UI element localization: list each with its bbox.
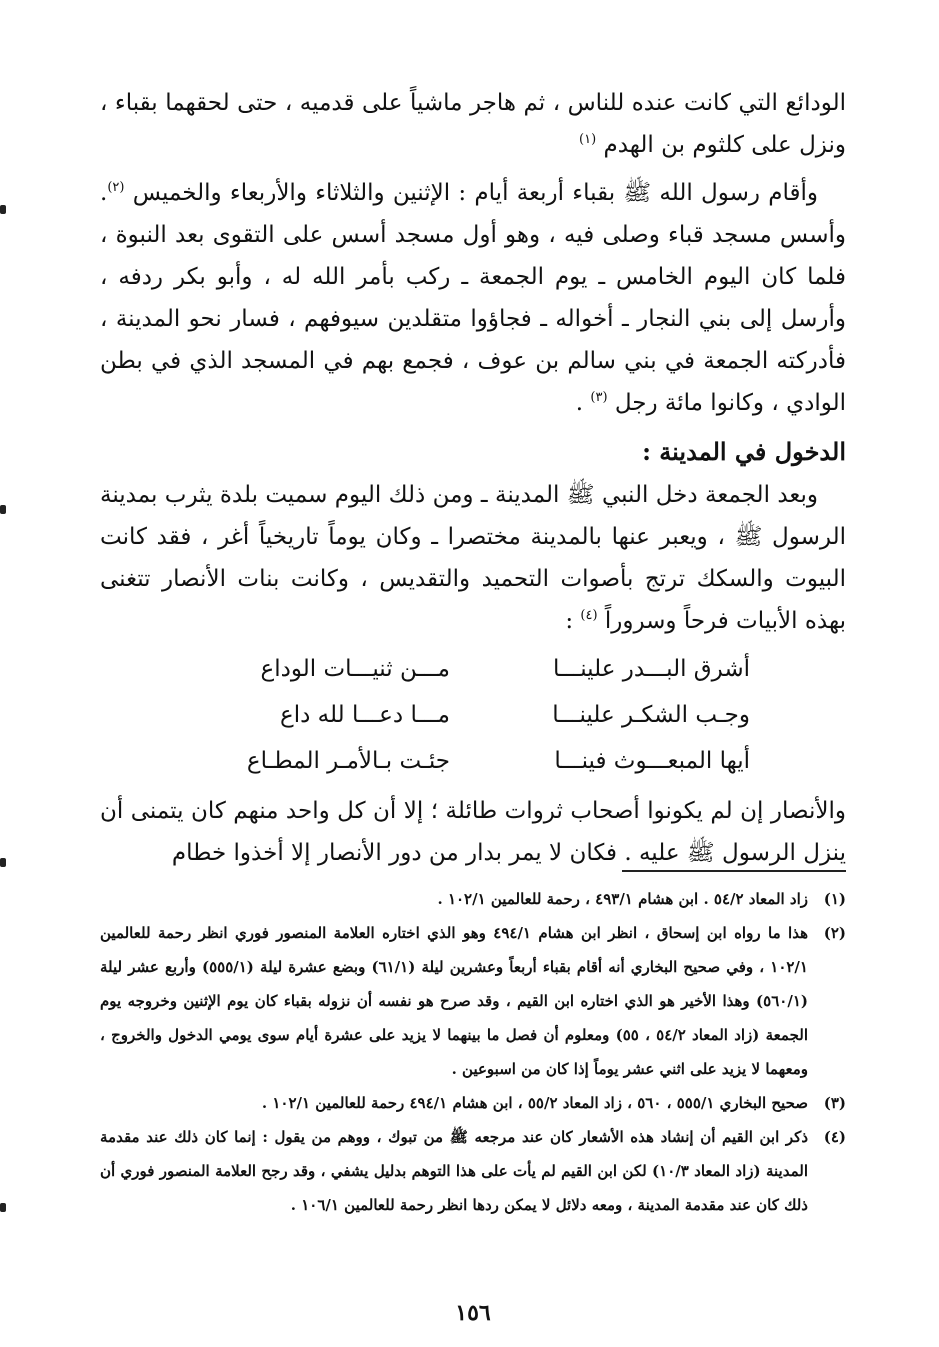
paragraph-4: والأنصار إن لم يكونوا أصحاب ثروات طائلة ؛ إلا أن كل واحد منهم كان يتمنى أن ينزل الرسول ﷺ عليه . فكان لا يمر بدار من دور الأنصار إلا أخذوا خطام (100, 798, 846, 866)
poem (100, 646, 846, 784)
footnote-ref-3[interactable]: (٣) (590, 390, 608, 405)
footnote-number: (١) (823, 890, 846, 908)
footnotes (100, 882, 846, 1222)
poem-verse (100, 692, 846, 738)
margin-mark (0, 858, 6, 867)
margin-mark (0, 505, 6, 514)
verse-second-hemistich: مـــا دعـــا لله داع (280, 702, 450, 728)
verse-first-hemistich: أيها المبعـــوث فينـــا (554, 748, 750, 774)
verse-first-hemistich: أشرق البـــدر علينـــا (553, 656, 750, 682)
footnote (100, 1086, 846, 1120)
footnote-number: (٤) (823, 1128, 846, 1146)
footnote-ref-1[interactable]: (١) (579, 132, 597, 147)
paragraph-3: وبعد الجمعة دخل النبي ﷺ المدينة ـ ومن ذلك اليوم سميت بلدة يثرب بمدينة الرسول ﷺ ، ويعبر عنها بالمدينة مختصرا ـ وكان يوماً تاريخياً أغر ، فقد كانت البيوت والسكك ترتج بأصوات التحميد والتقديس ، وكانت بنات الأنصار تتغنى بهذه الأبيات فرحاً وسروراً $^{(٤)}$ : (100, 482, 846, 634)
footnote-text: هذا ما رواه ابن إسحاق ، انظر ابن هشام ٤٩٤/١ وهو الذي اختاره العلامة المنصور فوري انظر رحمة للعالمين ١٠٢/١ ، وفي صحيح البخاري أنه أقام بقباء أربعاً وعشرين ليلة (٦١/١) وبضع عشرة ليلة (٥٥٥/١) وأربع عشر ليلة (٥٦٠/١) وهذا الأخير هو الذي اختاره ابن القيم ، وقد صرح هو نفسه أن نزوله بقباء كان يوم الإثنين وخروجه يوم الجمعة (زاد المعاد ٥٤/٢ ، ٥٥) ومعلوم أن فصل ما بينهما لا يزيد على عشرة أيام سوى يومي الدخول والخروج ، ومعهما لا يزيد على اثني عشر يوماً إذا كان من اسبوعين . (100, 924, 808, 1078)
verse-first-hemistich: وجـب الشكـر علينـــا (552, 702, 750, 728)
footnote-ref-2[interactable]: (٢) (107, 180, 125, 195)
footnote-ref-4[interactable]: (٤) (580, 608, 598, 623)
footnote (100, 1120, 846, 1222)
footnote-text: ذكر ابن القيم أن إنشاد هذه الأشعار كان عند مرجعه ﷺ من تبوك ، ووهم من يقول : إنما كان ذلك عند مقدمة المدينة (زاد المعاد ١٠/٣) لكن ابن القيم لم يأت على هذا التوهم بدليل يشفي ، وقد رجح العلامة المنصور فوري أن ذلك كان عند مقدمة المدينة ، ومعه دلائل لا يمكن ردها انظر رحمة للعالمين ١٠٦/١ . (100, 1128, 808, 1214)
page-number: ١٥٦ (455, 1300, 491, 1326)
margin-mark (0, 1203, 6, 1212)
paragraph-2: وأقام رسول الله ﷺ بقباء أربعة أيام : الإثنين والثلاثاء والأربعاء والخميس $^{(٢)}$. وأسس مسجد قباء وصلى فيه ، وهو أول مسجد أسس على التقوى بعد النبوة ، فلما كان اليوم الخامس ـ يوم الجمعة ـ ركب بأمر الله له ، وأبو بكر ردفه ، وأرسل إلى بني النجار ـ أخواله ـ فجاؤوا متقلدين سيوفهم ، فسار نحو المدينة ، فأدركته الجمعة في بني سالم بن عوف ، فجمع بهم في المسجد الذي في بطن الوادي ، وكانوا مائة رجل $^{(٣)}$ . (100, 180, 846, 416)
verse-second-hemistich: مـــن ثنيـــات الوداع (260, 656, 450, 682)
paragraph-1: الودائع التي كانت عنده للناس ، ثم هاجر ماشياً على قدميه ، حتى لحقهما بقباء ، ونزل على كلثوم بن الهدم $^{(١)}$ (100, 90, 846, 158)
poem-verse (100, 646, 846, 692)
footnote (100, 882, 846, 916)
footnote-text: زاد المعاد ٥٤/٢ . ابن هشام ٤٩٣/١ ، رحمة للعالمين ١٠٢/١ . (437, 890, 808, 908)
page-body (100, 82, 846, 1332)
footnote-number: (٣) (823, 1094, 846, 1112)
section-heading: الدخول في المدينة : (642, 437, 846, 466)
footnote (100, 916, 846, 1086)
footnote-number: (٢) (823, 924, 846, 942)
footnote-text: صحيح البخاري ٥٥٥/١ ، ٥٦٠ ، زاد المعاد ٥٥/٢ ، ابن هشام ٤٩٤/١ رحمة للعالمين ١٠٢/١ . (261, 1094, 808, 1112)
verse-second-hemistich: جئـت بـالأمـر المطـاع (246, 748, 450, 774)
footnote-divider (622, 870, 846, 872)
margin-mark (0, 205, 6, 214)
poem-verse (100, 738, 846, 784)
